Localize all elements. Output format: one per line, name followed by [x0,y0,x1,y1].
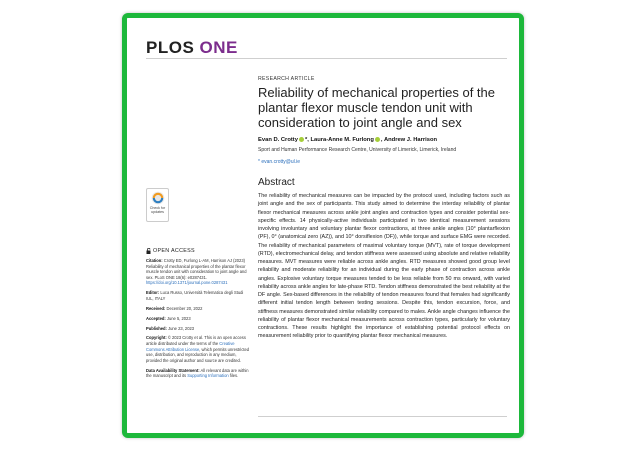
affiliation: Sport and Human Performance Research Centre, University of Limerick, Limerick, Ireland [258,147,457,154]
open-access-label: OPEN ACCESS [146,248,195,254]
article-type: RESEARCH ARTICLE [258,76,315,82]
check-for-updates-icon [151,191,165,205]
supporting-info-link[interactable]: Supporting Information [187,373,229,379]
license-link[interactable]: Creative Commons Attribution License [146,341,235,352]
author-mark: *, [304,137,309,144]
article-sidebar [146,188,251,379]
header-divider [146,58,507,59]
editor: Editor: Luca Russo, Università Telematica degli Studi IUL, ITALY [146,290,244,301]
data-availability: Data Availability Statement: All relevant data are within the manuscript and its Supporting Information files. [146,367,249,379]
received-date: Received: December 20, 2022 [146,305,203,311]
journal-logo[interactable] [146,38,238,58]
abstract-body: The reliability of mechanical measures can be impacted by the protocol used, including factors such as joint angle and the sex of participants. This study aimed to determine the interday reliability of plantar flexor mechanical measures across ankle joint angles and contraction types and consider potential sex-specific effects. 14 physically-active individuals participated in two identical measurement sessions involving involuntary and voluntary plantar flexor contractions, at three ankle angles (10° plantarflexion (PF), 0° (anatomical zero (AZ)), and 10° dorsiflexion (DF)), while torque and surface EMG were recorded. The reliability of mechanical parameters of maximal voluntary torque (MVT), rate of torque development (RTD), electromechanical delay, and tendon stiffness were assessed using absolute and relative reliability measures. MVT measures were reliable across ankle angles. RTD measures showed good group level reliability and moderate reliability for an individual during the early phase of contraction across ankle angles. Explosive voluntary torque measures tended to be less reliable from 50 ms onward, with varied reliability across ankle angles for late-phase RTD. Tendon stiffness demonstrated the best reliability at the DF angle. Sex-based differences in the reliability of tendon measures found that females had significantly different initial tendon length between testing sessions. Despite this, tendon excursion, force, and stiffness measures demonstrated similar reliability compared to males. Ankle angle changes influence the reliability of plantar flexor mechanical measurements across contraction types, particularly for voluntary contractions. These results highlight the importance of establishing potential protocol effects on measurement reliability prior to quantifying plantar flexor mechanical measures. [258,193,510,340]
author-name[interactable]: Andrew J. Harrison [383,137,438,144]
article-title: Reliability of mechanical properties of the plantar flexor muscle tendon unit with consideration to joint angle and sex [258,85,496,130]
check-for-updates-badge[interactable] [146,188,169,222]
citation: Citation: Crotty ED, Furlong L-AM, Harrison AJ (2023) Reliability of mechanical properties of the plantar flexor muscle tendon unit with consideration to joint angle and sex. PLoS ONE 18(6): e0287431. https://doi.org/10.1371/journal.pone.0287431 [146,258,247,286]
footer-divider [258,416,507,417]
author-name[interactable]: Evan D. Crotty [258,137,298,144]
orcid-icon[interactable] [375,137,380,142]
author-name[interactable]: Laura-Anne M. Furlong [310,137,374,144]
accepted-date: Accepted: June 5, 2023 [146,315,191,321]
article-page [127,18,519,433]
abstract-heading: Abstract [258,177,295,189]
published-date: Published: June 23, 2023 [146,325,195,331]
doi-link[interactable]: https://doi.org/10.1371/journal.pone.0287431 [146,280,228,286]
journal-name-plos: PLOS [146,38,195,57]
author-list [258,137,510,143]
author-mark: , [380,137,383,144]
check-for-updates-label: Check for updates [149,206,166,214]
open-lock-icon [146,248,151,254]
screenshot-frame [122,13,524,438]
corresponding-email[interactable]: * evan.crotty@ul.ie [258,159,301,166]
copyright: Copyright: © 2023 Crotty et al. This is an open access article distributed under the terms of the Creative Commons Attribution License, which permits unrestricted use, distribution, and reproduction in any medium, provided the original author and source are credited. [146,335,250,363]
article-main [258,76,510,341]
journal-name-one: ONE [194,38,238,57]
article-metadata [146,258,251,383]
orcid-icon[interactable] [299,137,304,142]
